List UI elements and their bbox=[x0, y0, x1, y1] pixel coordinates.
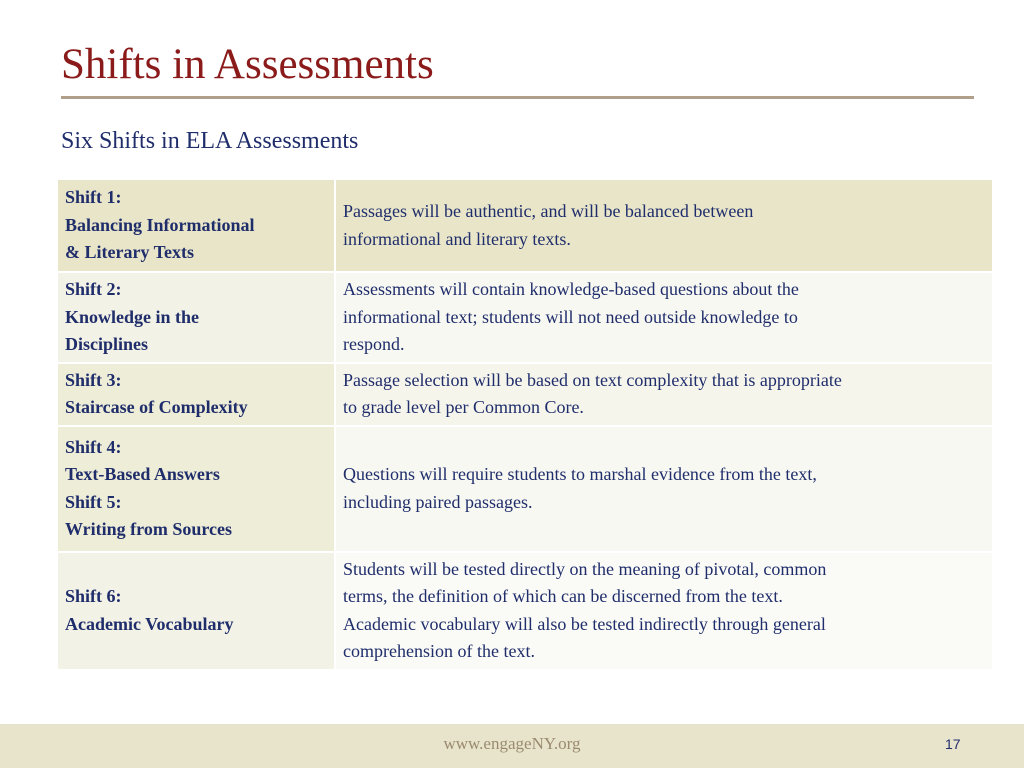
shift-description-line: Assessments will contain knowledge-based questions about the bbox=[343, 279, 799, 299]
shift-description-cell bbox=[335, 426, 993, 552]
shift-description-line: Academic vocabulary will also be tested indirectly through general bbox=[343, 613, 826, 634]
slide-subtitle: Six Shifts in ELA Assessments bbox=[61, 128, 359, 154]
shift-label-line: Shift 6: bbox=[65, 586, 122, 606]
shift-description-cell bbox=[335, 552, 993, 670]
shift-label-cell bbox=[57, 272, 335, 363]
shift-label-cell bbox=[57, 426, 335, 552]
title-divider bbox=[61, 96, 974, 99]
shift-label-line: Shift 5: bbox=[65, 491, 122, 512]
shift-label-line: Writing from Sources bbox=[65, 519, 232, 539]
shift-label-cell bbox=[57, 179, 335, 272]
shift-description-cell bbox=[335, 363, 993, 426]
shift-description-line: terms, the definition of which can be discerned from the text. bbox=[343, 586, 783, 606]
shift-description-line: including paired passages. bbox=[343, 491, 533, 512]
shift-label-line: Balancing Informational bbox=[65, 214, 255, 235]
shift-label-line: Shift 3: bbox=[65, 369, 122, 390]
shift-label-line: Shift 4: bbox=[65, 436, 122, 457]
footer-website-link[interactable]: www.engageNY.org bbox=[443, 734, 581, 753]
shift-label-cell bbox=[57, 552, 335, 670]
page-number: 17 bbox=[945, 736, 961, 752]
shift-label-line: Text-Based Answers bbox=[65, 464, 220, 484]
footer-bar bbox=[0, 724, 1024, 768]
shift-label-line: Shift 1: bbox=[65, 187, 122, 208]
shift-label-line: Staircase of Complexity bbox=[65, 397, 248, 417]
shift-description-cell bbox=[335, 272, 993, 363]
shifts-table bbox=[56, 178, 994, 671]
shift-description-line: respond. bbox=[343, 334, 405, 354]
shift-description-line: informational and literary texts. bbox=[343, 228, 571, 249]
table-row bbox=[57, 272, 993, 363]
shift-label-cell bbox=[57, 363, 335, 426]
table-row bbox=[57, 552, 993, 670]
shift-label-line: Shift 2: bbox=[65, 279, 122, 299]
shift-label-line: Knowledge in the bbox=[65, 306, 200, 327]
shift-description-line: informational text; students will not need outside knowledge to bbox=[343, 306, 798, 327]
shift-label-line: Academic Vocabulary bbox=[65, 613, 234, 634]
shift-description-cell bbox=[335, 179, 993, 272]
shift-description-line: Students will be tested directly on the meaning of pivotal, common bbox=[343, 558, 827, 579]
slide-title: Shifts in Assessments bbox=[61, 41, 434, 88]
table-row bbox=[57, 363, 993, 426]
table-row bbox=[57, 426, 993, 552]
shift-description-line: Passages will be authentic, and will be balanced between bbox=[343, 201, 754, 221]
shift-description-line: Questions will require students to marshal evidence from the text, bbox=[343, 464, 817, 484]
shift-description-line: comprehension of the text. bbox=[343, 641, 535, 661]
table-row bbox=[57, 179, 993, 272]
shift-label-line: & Literary Texts bbox=[65, 242, 194, 263]
shift-label-line: Disciplines bbox=[65, 334, 149, 354]
shift-description-line: to grade level per Common Core. bbox=[343, 397, 584, 417]
shift-description-line: Passage selection will be based on text complexity that is appropriate bbox=[343, 369, 842, 390]
